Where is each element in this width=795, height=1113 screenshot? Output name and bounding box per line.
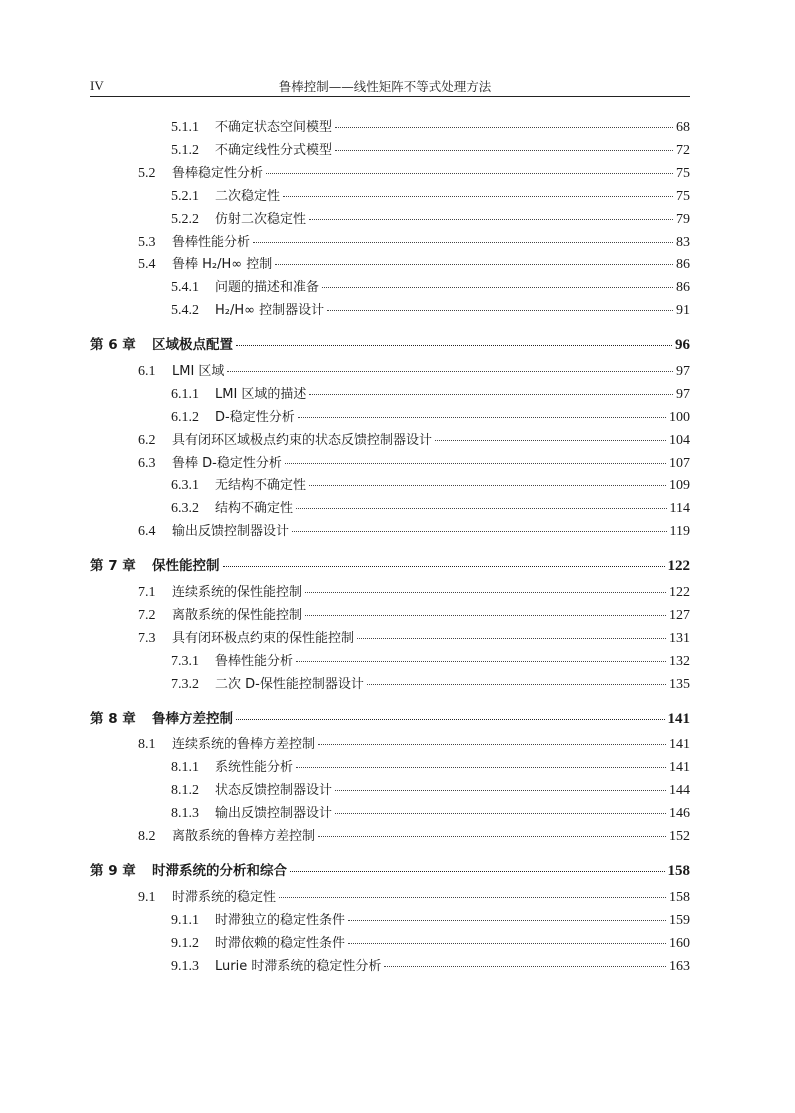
dot-leader — [296, 661, 666, 662]
toc-entry-number: 5.1.2 — [171, 143, 199, 158]
toc-entry-title: 时滞系统的分析和综合 — [152, 863, 287, 879]
toc-entry-title: 具有闭环极点约束的保性能控制 — [172, 631, 355, 646]
dot-leader — [305, 615, 666, 616]
dot-leader — [348, 943, 666, 944]
dot-leader — [305, 592, 666, 593]
toc-entry-page: 160 — [669, 936, 690, 951]
toc-entry-title: 连续系统的保性能控制 — [172, 585, 303, 600]
toc-entry-title: 二次 D-保性能控制器设计 — [215, 677, 364, 692]
toc-entry-number: 7.3.2 — [171, 677, 199, 692]
toc-entry-title: 无结构不确定性 — [215, 478, 307, 493]
toc-entry-number: 6.1.2 — [171, 410, 199, 425]
toc-entry-page: 75 — [676, 166, 690, 181]
toc-chapter-entry — [90, 557, 690, 575]
toc-entry-title: 状态反馈控制器设计 — [215, 783, 333, 798]
toc-entry-number: 9.1.1 — [171, 913, 199, 928]
dot-leader — [327, 310, 673, 311]
toc-section-entry — [138, 363, 690, 381]
toc-entry-title: 不确定状态空间模型 — [215, 120, 333, 135]
toc-entry-number: 5.2 — [138, 166, 156, 181]
toc-entry-page: 141 — [669, 760, 690, 775]
dot-leader — [335, 150, 673, 151]
toc-entry-number: 8.2 — [138, 829, 156, 844]
toc-entry-number: 8.1.1 — [171, 760, 199, 775]
toc-subsection-entry — [171, 279, 690, 297]
toc-entry-page: 122 — [667, 558, 690, 574]
toc-entry-title: 结构不确定性 — [215, 501, 294, 516]
toc-entry-title: 问题的描述和准备 — [215, 280, 320, 295]
toc-entry-number: 6.3 — [138, 456, 156, 471]
dot-leader — [296, 508, 667, 509]
toc-entry-title: 鲁棒性能分析 — [172, 235, 251, 250]
page-number: IV — [90, 78, 104, 93]
toc-subsection-entry — [171, 500, 690, 518]
dot-leader — [309, 485, 666, 486]
toc-entry-title: H₂/H∞ 控制器设计 — [215, 303, 325, 318]
dot-leader — [309, 394, 673, 395]
dot-leader — [298, 417, 666, 418]
toc-entry-title: 二次稳定性 — [215, 189, 281, 204]
toc-section-entry — [138, 584, 690, 602]
toc-entry-title: 输出反馈控制器设计 — [172, 524, 290, 539]
toc-entry-number: 9.1 — [138, 890, 156, 905]
toc-entry-page: 114 — [669, 501, 690, 516]
toc-entry-page: 104 — [669, 433, 690, 448]
toc-section-entry — [138, 256, 690, 274]
toc-subsection-entry — [171, 676, 690, 694]
toc-entry-page: 144 — [669, 783, 690, 798]
toc-entry-number: 8.1.3 — [171, 806, 199, 821]
toc-entry-number: 第 9 章 — [90, 863, 136, 879]
toc-subsection-entry — [171, 386, 690, 404]
toc-entry-title: 保性能控制 — [152, 558, 220, 574]
toc-entry-page: 132 — [669, 654, 690, 669]
toc-entry-number: 5.4 — [138, 257, 156, 272]
toc-entry-number: 5.2.2 — [171, 212, 199, 227]
toc-entry-page: 159 — [669, 913, 690, 928]
toc-entry-title: 鲁棒性能分析 — [215, 654, 294, 669]
toc-entry-number: 6.1 — [138, 364, 156, 379]
toc-entry-page: 131 — [669, 631, 690, 646]
toc-entry-number: 5.2.1 — [171, 189, 199, 204]
toc-section-entry — [138, 432, 690, 450]
toc-section-entry — [138, 234, 690, 252]
toc-entry-number: 5.3 — [138, 235, 156, 250]
toc-subsection-entry — [171, 912, 690, 930]
toc-entry-page: 100 — [669, 410, 690, 425]
toc-entry-number: 5.4.2 — [171, 303, 199, 318]
toc-entry-title: 仿射二次稳定性 — [215, 212, 307, 227]
toc-chapter-entry — [90, 336, 690, 354]
dot-leader — [253, 242, 673, 243]
toc-section-entry — [138, 165, 690, 183]
toc-entry-page: 91 — [676, 303, 690, 318]
dot-leader — [367, 684, 666, 685]
dot-leader — [348, 920, 666, 921]
toc-entry-title: 鲁棒 H₂/H∞ 控制 — [172, 257, 273, 272]
toc-entry-number: 7.1 — [138, 585, 156, 600]
toc-entry-number: 7.3 — [138, 631, 156, 646]
toc-subsection-entry — [171, 302, 690, 320]
toc-entry-title: 输出反馈控制器设计 — [215, 806, 333, 821]
toc-entry-page: 97 — [676, 364, 690, 379]
dot-leader — [279, 897, 666, 898]
toc-entry-number: 8.1.2 — [171, 783, 199, 798]
toc-entry-title: 时滞系统的稳定性 — [172, 890, 277, 905]
toc-entry-page: 135 — [669, 677, 690, 692]
toc-entry-number: 第 7 章 — [90, 558, 136, 574]
toc-entry-page: 152 — [669, 829, 690, 844]
toc-entry-page: 83 — [676, 235, 690, 250]
toc-subsection-entry — [171, 805, 690, 823]
toc-subsection-entry — [171, 211, 690, 229]
toc-entry-number: 第 6 章 — [90, 337, 136, 353]
dot-leader — [296, 767, 666, 768]
dot-leader — [318, 836, 666, 837]
toc-entry-title: 离散系统的鲁棒方差控制 — [172, 829, 316, 844]
dot-leader — [290, 871, 665, 872]
dot-leader — [322, 287, 673, 288]
dot-leader — [227, 371, 673, 372]
dot-leader — [357, 638, 666, 639]
dot-leader — [318, 744, 666, 745]
dot-leader — [236, 719, 665, 720]
toc-entry-page: 86 — [676, 257, 690, 272]
toc-entry-number: 6.1.1 — [171, 387, 199, 402]
toc-entry-number: 7.2 — [138, 608, 156, 623]
toc-subsection-entry — [171, 759, 690, 777]
toc-entry-title: 鲁棒 D-稳定性分析 — [172, 456, 282, 471]
toc-entry-number: 6.3.2 — [171, 501, 199, 516]
toc-entry-title: 鲁棒方差控制 — [152, 711, 233, 727]
toc-entry-page: 107 — [669, 456, 690, 471]
dot-leader — [285, 463, 666, 464]
toc-entry-page: 75 — [676, 189, 690, 204]
toc-subsection-entry — [171, 142, 690, 160]
dot-leader — [283, 196, 673, 197]
toc-chapter-entry — [90, 710, 690, 728]
toc-entry-page: 119 — [669, 524, 690, 539]
toc-entry-page: 141 — [667, 711, 690, 727]
dot-leader — [335, 790, 666, 791]
toc-section-entry — [138, 630, 690, 648]
toc-entry-title: 区域极点配置 — [152, 337, 233, 353]
toc-entry-page: 68 — [676, 120, 690, 135]
toc-entry-number: 第 8 章 — [90, 711, 136, 727]
toc-entry-number: 5.4.1 — [171, 280, 199, 295]
toc-section-entry — [138, 523, 690, 541]
toc-section-entry — [138, 607, 690, 625]
toc-entry-title: 离散系统的保性能控制 — [172, 608, 303, 623]
toc-entry-page: 146 — [669, 806, 690, 821]
dot-leader — [266, 173, 673, 174]
toc-subsection-entry — [171, 188, 690, 206]
toc-section-entry — [138, 736, 690, 754]
toc-section-entry — [138, 828, 690, 846]
dot-leader — [275, 264, 673, 265]
toc-entry-page: 163 — [669, 959, 690, 974]
toc-entry-page: 158 — [667, 863, 690, 879]
toc-entry-page: 122 — [669, 585, 690, 600]
toc-entry-page: 86 — [676, 280, 690, 295]
toc-subsection-entry — [171, 935, 690, 953]
toc-entry-title: 不确定线性分式模型 — [215, 143, 333, 158]
dot-leader — [236, 345, 672, 346]
toc-chapter-entry — [90, 862, 690, 880]
toc-entry-number: 7.3.1 — [171, 654, 199, 669]
toc-entry-page: 158 — [669, 890, 690, 905]
toc-subsection-entry — [171, 119, 690, 137]
book-title: 鲁棒控制——线性矩阵不等式处理方法 — [278, 79, 492, 94]
toc-entry-title: 时滞依赖的稳定性条件 — [215, 936, 346, 951]
dot-leader — [384, 966, 666, 967]
toc-entry-title: 系统性能分析 — [215, 760, 294, 775]
toc-entry-number: 9.1.3 — [171, 959, 199, 974]
toc-subsection-entry — [171, 958, 690, 976]
toc-subsection-entry — [171, 782, 690, 800]
toc-entry-title: 时滞独立的稳定性条件 — [215, 913, 346, 928]
toc-entry-title: 连续系统的鲁棒方差控制 — [172, 737, 316, 752]
dot-leader — [309, 219, 673, 220]
toc-entry-number: 5.1.1 — [171, 120, 199, 135]
toc-entry-page: 127 — [669, 608, 690, 623]
toc-entry-page: 109 — [669, 478, 690, 493]
toc-entry-page: 79 — [676, 212, 690, 227]
dot-leader — [435, 440, 666, 441]
toc-entry-number: 6.4 — [138, 524, 156, 539]
dot-leader — [335, 127, 673, 128]
dot-leader — [335, 813, 666, 814]
toc-entry-title: Lurie 时滞系统的稳定性分析 — [215, 959, 382, 974]
dot-leader — [292, 531, 667, 532]
toc-entry-title: LMI 区域 — [172, 364, 225, 379]
toc-entry-number: 6.2 — [138, 433, 156, 448]
toc-entry-number: 6.3.1 — [171, 478, 199, 493]
toc-section-entry — [138, 889, 690, 907]
dot-leader — [223, 566, 665, 567]
toc-entry-title: LMI 区域的描述 — [215, 387, 307, 402]
toc-subsection-entry — [171, 477, 690, 495]
toc-subsection-entry — [171, 653, 690, 671]
toc-entry-page: 72 — [676, 143, 690, 158]
toc-entry-title: D-稳定性分析 — [215, 410, 295, 425]
toc-entry-number: 8.1 — [138, 737, 156, 752]
toc-entry-title: 鲁棒稳定性分析 — [172, 166, 264, 181]
toc-entry-page: 97 — [676, 387, 690, 402]
toc-subsection-entry — [171, 409, 690, 427]
toc-entry-page: 96 — [675, 337, 690, 353]
toc-entry-title: 具有闭环区域极点约束的状态反馈控制器设计 — [172, 433, 433, 448]
toc-entry-page: 141 — [669, 737, 690, 752]
toc-entry-number: 9.1.2 — [171, 936, 199, 951]
toc-section-entry — [138, 455, 690, 473]
